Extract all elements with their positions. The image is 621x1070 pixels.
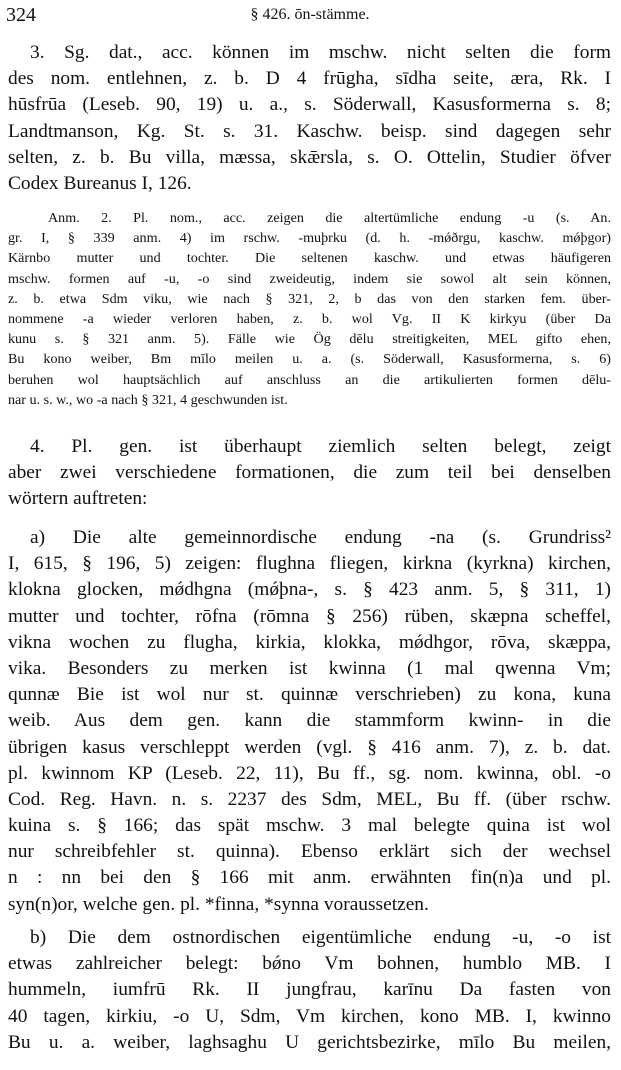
- text-line: etwas zahlreicher belegt: bǿno Vm bohnen, humblo MB. I: [8, 953, 611, 975]
- text-line: übrigen kasus verschleppt werden (vgl. § 416 anm. 7), z. b. dat.: [8, 736, 611, 758]
- paragraph-a-endung-na: [8, 525, 611, 918]
- text-line: z. b. etwa Sdm viku, wie nach § 321, 2, b das von den starken fem. über-: [8, 290, 611, 307]
- paragraph-pl-gen: [8, 434, 611, 513]
- text-line: qunnæ Bie ist wol nur st. quinnæ verschrieben) zu kona, kuna: [8, 684, 611, 706]
- text-line: hummeln, iumfrū Rk. II jungfrau, karīnu Da fasten von: [8, 979, 611, 1001]
- text-line: syn(n)or, welche gen. pl. *finna, *synna voraussetzen.: [8, 893, 429, 915]
- text-line: I, 615, § 196, 5) zeigen: flughna fliegen, kirkna (kyrkna) kirchen,: [8, 553, 611, 575]
- text-line: a) Die alte gemeinnordische endung -na (s. Grundriss²: [30, 527, 611, 548]
- text-line: Anm. 2. Pl. nom., acc. zeigen die altertümliche endung -u (s. An.: [48, 210, 611, 226]
- text-line: Bu kono weiber, Bm mīlo meilen u. a. (s. Söderwall, Kasusformerna, s. 6): [8, 351, 611, 368]
- text-line: vika. Besonders zu merken ist kwinna (1 mal qwenna Vm;: [8, 657, 611, 679]
- text-line: b) Die dem ostnordischen eigentümliche endung -u, -o ist: [30, 927, 611, 948]
- text-line: nur schreibfehler st. quinna). Ebenso erklärt sich der wechsel: [8, 841, 611, 863]
- text-line: Bu u. a. weiber, laghsaghu U gerichtsbezirke, mīlo Bu meilen,: [8, 1031, 611, 1053]
- text-line: wörtern auftreten:: [8, 488, 148, 510]
- text-line: 40 tagen, kirkiu, -o U, Sdm, Vm kirchen, kono MB. I, kwinno: [8, 1005, 611, 1027]
- text-line: hūsfrūa (Leseb. 90, 19) u. a., s. Söderwall, Kasusformerna s. 8;: [8, 94, 611, 116]
- text-line: vikna wochen zu flugha, kirkia, klokka, mǿdhgor, rōva, skæppa,: [8, 631, 611, 653]
- text-line: 3. Sg. dat., acc. können im mschw. nicht selten die form: [30, 42, 611, 63]
- text-line: beruhen wol hauptsächlich auf anschluss an die artikulierten formen dēlu-: [8, 371, 611, 388]
- page-header: [6, 4, 614, 30]
- text-line: des nom. entlehnen, z. b. D 4 frūgha, sīdha seite, æra, Rk. I: [8, 68, 611, 90]
- text-line: mschw. formen auf -u, -o sind zweideutig, indem sie sowol alt sein können,: [8, 270, 611, 287]
- text-line: kuina s. § 166; das spät mschw. 3 mal belegte quina ist wol: [8, 815, 611, 837]
- text-line: 4. Pl. gen. ist überhaupt ziemlich selten belegt, zeigt: [30, 436, 611, 457]
- text-line: pl. kwinnom KP (Leseb. 22, 11), Bu ff., sg. nom. kwinna, obl. -o: [8, 762, 611, 784]
- text-line: Kärnbo mutter und tochter. Die seltenen kaschw. und etwas häufigeren: [8, 250, 611, 267]
- text-line: Cod. Reg. Havn. n. s. 2237 des Sdm, MEL, Bu ff. (über rschw.: [8, 788, 611, 810]
- text-line: gr. I, § 339 anm. 4) im rschw. -muþrku (d. h. -mǿðrgu, kaschw. mǿþgor): [8, 230, 611, 247]
- text-line: nar u. s. w., wo -a nach § 321, 4 geschwunden ist.: [8, 391, 288, 408]
- page-number: 324: [6, 4, 36, 26]
- text-line: nommene -a wieder verloren haben, z. b. wol Vg. II K kirkyu (über Da: [8, 310, 611, 327]
- text-line: Landtmanson, Kg. St. s. 31. Kaschw. beisp. sind dagegen sehr: [8, 120, 611, 142]
- text-line: Codex Bureanus I, 126.: [8, 172, 192, 194]
- text-line: n : nn bei den § 166 mit anm. erwähnten fin(n)a und pl.: [8, 867, 611, 889]
- text-line: aber zwei verschiedene formationen, die zum teil bei denselben: [8, 462, 611, 484]
- text-line: weib. Aus dem gen. kann die stammform kwinn- in die: [8, 710, 611, 732]
- running-head: § 426. ōn-stämme.: [250, 6, 370, 23]
- text-line: mutter und tochter, rōfna (rōmna § 256) rüben, skæpna scheffel,: [8, 605, 611, 627]
- anmerkung-2: [8, 208, 611, 410]
- text-line: kunu s. § 321 anm. 5). Fälle wie Ög dēlu streitigkeiten, MEL gifto ehen,: [8, 331, 611, 348]
- text-line: klokna glocken, mǿdhgna (mǿþna-, s. § 423 anm. 5, § 311, 1): [8, 579, 611, 601]
- text-line: selten, z. b. Bu villa, mæssa, skǣrsla, s. O. Ottelin, Studier öfver: [8, 146, 611, 168]
- paragraph-b-endung-u: [8, 925, 611, 1056]
- paragraph-sg-dat-acc: [8, 40, 611, 197]
